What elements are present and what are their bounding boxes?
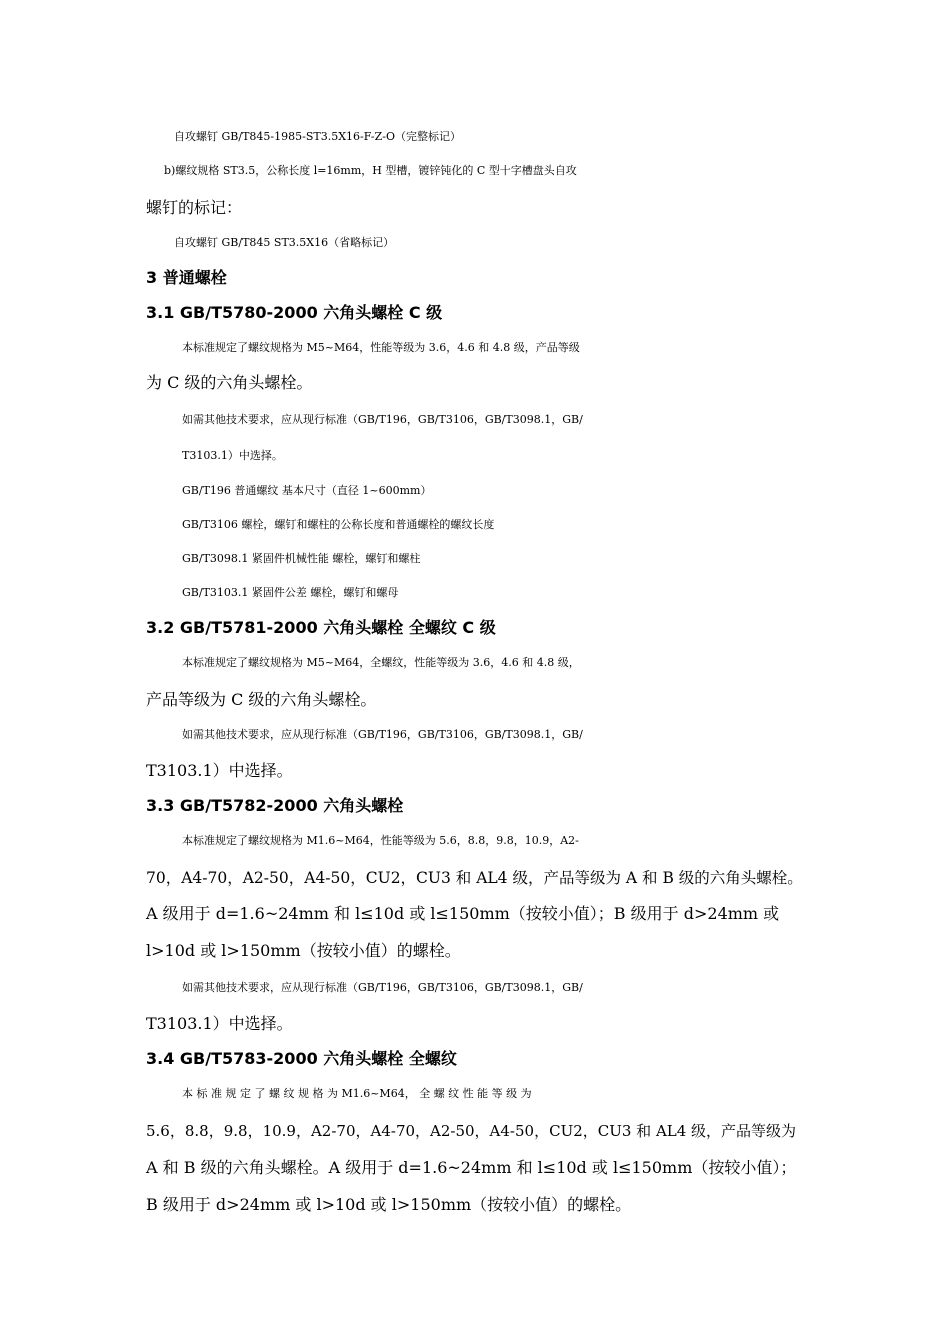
section-heading: 3.1 GB/T5780-2000 六角头螺栓 C 级 <box>146 303 443 322</box>
section-heading: 3.3 GB/T5782-2000 六角头螺栓 <box>146 796 404 815</box>
text-line: T3103.1）中选择。 <box>146 761 293 780</box>
text-line: 如需其他技术要求，应从现行标准（GB/T196，GB/T3106，GB/T3098.1，GB/ <box>182 413 583 426</box>
text-line: 70，A4-70，A2-50，A4-50，CU2，CU3 和 AL4 级，产品等级为 A 和 B 级的六角头螺栓。 <box>146 869 803 887</box>
text-line: GB/T196 普通螺纹 基本尺寸（直径 1~600mm） <box>182 484 432 497</box>
text-line: 本标准规定了螺纹规格为 M1.6~M64，性能等级为 5.6，8.8，9.8，10.9，A2- <box>182 834 579 847</box>
text-line: A 和 B 级的六角头螺栓。A 级用于 d=1.6~24mm 和 l≤10d 或 l≤150mm（按较小值）； <box>146 1158 797 1177</box>
text-line: 自攻螺钉 GB/T845-1985-ST3.5X16-F-Z-O（完整标记） <box>174 130 461 143</box>
text-line: 本 标 准 规 定 了 螺 纹 规 格 为 M1.6~M64， 全 螺 纹 性 能 等 级 为 <box>182 1087 532 1100</box>
text-line: 产品等级为 C 级的六角头螺栓。 <box>146 690 377 709</box>
text-line: GB/T3106 螺栓，螺钉和螺柱的公称长度和普通螺栓的螺纹长度 <box>182 518 495 531</box>
text-line: 如需其他技术要求，应从现行标准（GB/T196，GB/T3106，GB/T3098.1，GB/ <box>182 728 583 741</box>
text-line: GB/T3103.1 紧固件公差 螺栓，螺钉和螺母 <box>182 586 399 599</box>
section-heading: 3 普通螺栓 <box>146 268 227 287</box>
text-line: 螺钉的标记： <box>146 198 243 217</box>
text-line: 5.6，8.8，9.8，10.9，A2-70，A4-70，A2-50，A4-50，CU2，CU3 和 AL4 级，产品等级为 <box>146 1122 797 1140</box>
text-line: l>10d 或 l>150mm（按较小值）的螺栓。 <box>146 941 461 960</box>
text-line: A 级用于 d=1.6~24mm 和 l≤10d 或 l≤150mm（按较小值）；B 级用于 d>24mm 或 <box>146 904 780 923</box>
text-line: 本标准规定了螺纹规格为 M5~M64，性能等级为 3.6，4.6 和 4.8 级，产品等级 <box>182 341 580 354</box>
text-line: 自攻螺钉 GB/T845 ST3.5X16（省略标记） <box>174 236 395 249</box>
text-line: GB/T3098.1 紧固件机械性能 螺栓，螺钉和螺柱 <box>182 552 421 565</box>
text-line: 如需其他技术要求，应从现行标准（GB/T196，GB/T3106，GB/T3098.1，GB/ <box>182 981 583 994</box>
section-heading: 3.4 GB/T5783-2000 六角头螺栓 全螺纹 <box>146 1049 457 1068</box>
text-line: b)螺纹规格 ST3.5，公称长度 l=16mm，H 型槽，镀锌钝化的 C 型十字槽盘头自攻 <box>164 164 577 177</box>
text-line: 为 C 级的六角头螺栓。 <box>146 373 313 392</box>
text-line: T3103.1）中选择。 <box>146 1014 293 1033</box>
text-line: 本标准规定了螺纹规格为 M5~M64，全螺纹，性能等级为 3.6，4.6 和 4.8 级， <box>182 656 580 669</box>
text-line: T3103.1）中选择。 <box>182 449 283 462</box>
section-heading: 3.2 GB/T5781-2000 六角头螺栓 全螺纹 C 级 <box>146 618 496 637</box>
text-line: B 级用于 d>24mm 或 l>10d 或 l>150mm（按较小值）的螺栓。 <box>146 1195 632 1214</box>
